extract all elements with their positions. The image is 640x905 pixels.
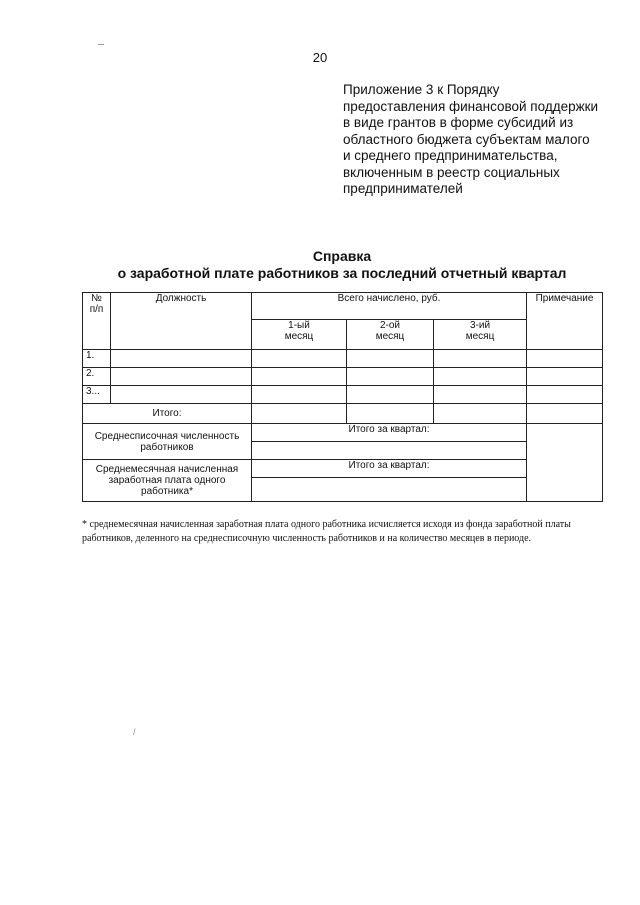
month-3-line1: 3-ий	[469, 320, 491, 331]
cell-month-1	[252, 350, 347, 368]
headcount-quarter-label: Итого за квартал:	[252, 424, 527, 442]
appendix-line: предоставления финансовой поддержки	[343, 98, 599, 114]
month-1-line1: 1-ый	[288, 320, 310, 331]
stray-mark: /	[133, 727, 136, 737]
header-note: Примечание	[527, 293, 603, 350]
cell-month-2	[347, 368, 434, 386]
appendix-reference	[343, 82, 603, 198]
appendix-line: включенным в реестр социальных	[343, 164, 560, 180]
appendix-line: в виде грантов в форме субсидий из	[343, 115, 574, 130]
totals-label: Итого:	[83, 404, 252, 424]
salary-quarter-value	[252, 478, 527, 502]
cell-month-2	[347, 350, 434, 368]
cell-month-2	[347, 386, 434, 404]
scan-mark	[98, 44, 104, 45]
month-2-line2: месяц	[375, 331, 405, 342]
table-row	[83, 368, 603, 386]
total-note	[527, 404, 603, 424]
avg-headcount-line1: Среднесписочная численность	[94, 430, 240, 442]
appendix-line: и среднего предпринимательства,	[343, 148, 558, 163]
document-subtitle: о заработной плате работников за последний отчетный квартал	[117, 265, 567, 281]
header-total-accrued: Всего начислено, руб.	[252, 293, 527, 320]
headcount-quarter-value	[252, 442, 527, 460]
page-number: 20	[312, 50, 328, 65]
cell-month-1	[252, 368, 347, 386]
cell-month-1	[252, 386, 347, 404]
avg-headcount-line2: работников	[140, 441, 194, 453]
cell-month-3	[434, 350, 527, 368]
table-row	[83, 350, 603, 368]
month-1-line2: месяц	[284, 331, 314, 342]
header-month-1	[252, 320, 347, 350]
header-month-2	[347, 320, 434, 350]
appendix-line: Приложение 3 к Порядку	[343, 82, 500, 97]
row-number: 1.	[83, 350, 111, 368]
header-num-line1: №	[91, 293, 102, 304]
header-num	[83, 293, 111, 350]
row-number: 2.	[83, 368, 111, 386]
cell-note	[527, 350, 603, 368]
summary-note-cell	[527, 424, 603, 502]
month-3-line2: месяц	[465, 331, 495, 342]
appendix-line: областного бюджета субъектам малого	[343, 131, 590, 147]
avg-salary-row	[83, 460, 603, 478]
table-header-row	[83, 293, 603, 320]
total-month-3	[434, 404, 527, 424]
document-title: Справка	[312, 248, 372, 264]
avg-salary-line2: заработная плата одного	[108, 475, 226, 486]
cell-note	[527, 386, 603, 404]
salary-table	[82, 292, 603, 502]
table-row	[83, 386, 603, 404]
avg-salary-label	[83, 460, 252, 502]
month-2-line1: 2-ой	[379, 320, 401, 331]
salary-quarter-label: Итого за квартал:	[252, 460, 527, 478]
avg-headcount-row	[83, 424, 603, 442]
cell-month-3	[434, 386, 527, 404]
avg-salary-line1: Среднемесячная начисленная	[95, 464, 239, 475]
cell-month-3	[434, 368, 527, 386]
totals-row	[83, 404, 603, 424]
header-num-line2: п/п	[89, 304, 104, 315]
header-month-3	[434, 320, 527, 350]
footnote: * среднемесячная начисленная заработная плата одного работника исчисляется исходя из фонда заработной платы работников, деленного на среднесписочную численность работников и на количество месяцев в периоде.	[82, 519, 571, 544]
cell-position	[111, 386, 252, 404]
appendix-line: предпринимателей	[343, 181, 463, 196]
avg-headcount-label	[83, 424, 252, 460]
avg-salary-line3: работника*	[141, 486, 193, 497]
row-number: 3...	[83, 386, 111, 404]
cell-position	[111, 350, 252, 368]
total-month-2	[347, 404, 434, 424]
cell-position	[111, 368, 252, 386]
total-month-1	[252, 404, 347, 424]
header-position: Должность	[111, 293, 252, 350]
cell-note	[527, 368, 603, 386]
